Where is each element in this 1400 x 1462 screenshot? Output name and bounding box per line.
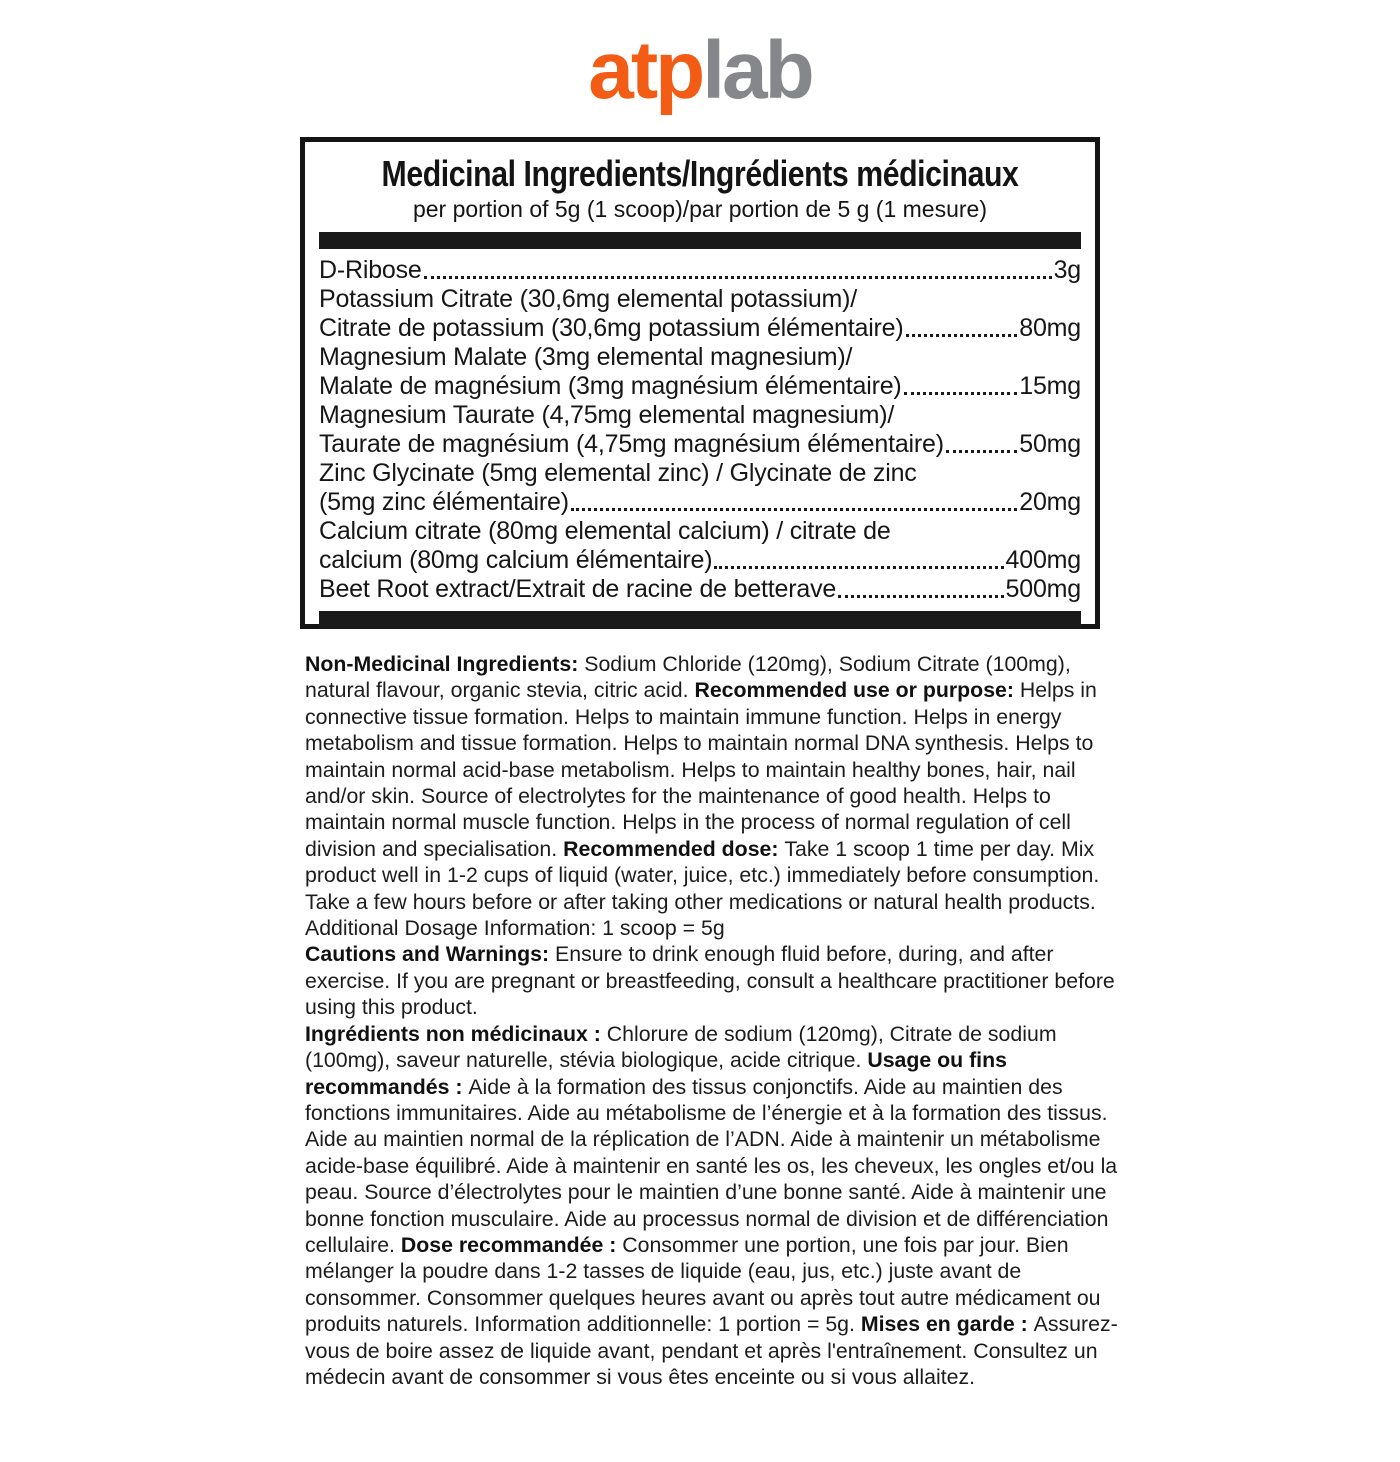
ingredient-line: [319, 256, 1081, 285]
ingredient-name: D-Ribose: [319, 255, 422, 284]
ingredient-line: [319, 343, 1081, 372]
ingredient-list: [319, 256, 1081, 604]
ingredient-line: [319, 285, 1081, 314]
info-text: [305, 651, 1120, 1390]
brand-logo: [0, 26, 1400, 116]
ingredient-amount: 500mg: [1005, 574, 1081, 603]
divider-bar-bottom: [319, 611, 1081, 628]
dotted-leader: [906, 334, 1018, 337]
ingredient-line: [319, 430, 1081, 459]
dotted-leader: [424, 276, 1052, 279]
ingredient-name: Taurate de magnésium (4,75mg magnésium élémentaire): [319, 429, 944, 458]
ingredient-name: Beet Root extract/Extrait de racine de betterave: [319, 574, 837, 603]
ingredient-name: Malate de magnésium (3mg magnésium élémentaire): [319, 371, 902, 400]
ingredient-amount: 15mg: [1019, 371, 1081, 400]
paragraph-french-ingredients-and-use: Ingrédients non médicinaux : Chlorure de sodium (120mg), Citrate de sodium (100mg), saveur naturelle, stévia biologique, acide citrique. Usage ou fins recommandés : Aide à la formation des tissus conjonctifs. Aide au maintien des fonctions immunitaires. Aide au métabolisme de l’énergie et à la formation des tissus. Aide au maintien normal de la réplication de l’ADN. Aide à maintenir un métabolisme acide-base équilibré. Aide à maintenir en santé les os, les cheveux, les ongles et/ou la peau. Source d’électrolytes pour le maintien d’une bonne santé. Aide à maintenir une bonne fonction musculaire. Aide au processus normal de division et de différenciation cellulaire. Dose recommandée : Consommer une portion, une fois par jour. Bien mélanger la poudre dans 1-2 tasses de liquide (eau, jus, etc.) juste avant de consommer. Consommer quelques heures avant ou après tout autre médicament ou produits naturels. Information additionnelle: 1 portion = 5g. Mises en garde : Assurez-vous de boire assez de liquide avant, pendant et après l'entraînement. Consultez un médecin avant de consommer si vous êtes enceinte ou si vous allaitez.: [305, 1021, 1118, 1389]
ingredient-name: Magnesium Malate (3mg elemental magnesium)/: [319, 342, 853, 371]
ingredient-name: Zinc Glycinate (5mg elemental zinc) / Glycinate de zinc: [319, 458, 917, 487]
ingredient-amount: 400mg: [1005, 545, 1081, 574]
ingredient-line: [319, 372, 1081, 401]
panel-subtitle: per portion of 5g (1 scoop)/par portion de 5 g (1 mesure): [412, 196, 988, 223]
ingredient-name: Calcium citrate (80mg elemental calcium) / citrate de: [319, 516, 891, 545]
ingredient-line: [319, 575, 1081, 604]
ingredient-amount: 20mg: [1019, 487, 1081, 516]
ingredient-name: Citrate de potassium (30,6mg potassium élémentaire): [319, 313, 904, 342]
ingredient-amount: 80mg: [1019, 313, 1081, 342]
ingredient-name: Potassium Citrate (30,6mg elemental potassium)/: [319, 284, 858, 313]
ingredient-line: [319, 314, 1081, 343]
ingredient-line: [319, 546, 1081, 575]
paragraph-non-medicinal-and-use: Non-Medicinal Ingredients: Sodium Chloride (120mg), Sodium Citrate (100mg), natural flavour, organic stevia, citric acid. Recommended use or purpose: Helps in connective tissue formation. Helps to maintain immune function. Helps in energy metabolism and tissue formation. Helps to maintain normal DNA synthesis. Helps to maintain normal acid-base metabolism. Helps to maintain healthy bones, hair, nail and/or skin. Source of electrolytes for the maintenance of good health. Helps to maintain normal muscle function. Helps in the process of normal regulation of cell division and specialisation. Recommended dose: Take 1 scoop 1 time per day. Mix product well in 1-2 cups of liquid (water, juice, etc.) immediately before consumption. Take a few hours before or after taking other medications or natural health products. Additional Dosage Information: 1 scoop = 5g: [305, 652, 1100, 941]
ingredient-amount: 50mg: [1019, 429, 1081, 458]
brand-logo-lab: lab: [702, 25, 812, 116]
brand-logo-atp: atp: [588, 25, 703, 116]
panel-title: Medicinal Ingredients/Ingrédients médicinaux: [381, 153, 1019, 194]
dotted-leader: [571, 508, 1017, 511]
ingredient-line: [319, 459, 1081, 488]
ingredient-amount: 3g: [1053, 255, 1081, 284]
dotted-leader: [714, 566, 1003, 569]
ingredient-name: calcium (80mg calcium élémentaire): [319, 545, 713, 574]
ingredient-name: Magnesium Taurate (4,75mg elemental magnesium)/: [319, 400, 895, 429]
medicinal-ingredients-panel: [300, 137, 1100, 629]
divider-bar-top: [319, 232, 1081, 249]
ingredient-line: [319, 401, 1081, 430]
ingredient-line: [319, 517, 1081, 546]
dotted-leader: [946, 450, 1017, 453]
dotted-leader: [838, 595, 1003, 598]
ingredient-name: (5mg zinc élémentaire): [319, 487, 569, 516]
ingredient-line: [319, 488, 1081, 517]
dotted-leader: [904, 392, 1018, 395]
paragraph-cautions-warnings: Cautions and Warnings: Ensure to drink enough fluid before, during, and after exercise. If you are pregnant or breastfeeding, consult a healthcare practitioner before using this product.: [305, 942, 1115, 1020]
